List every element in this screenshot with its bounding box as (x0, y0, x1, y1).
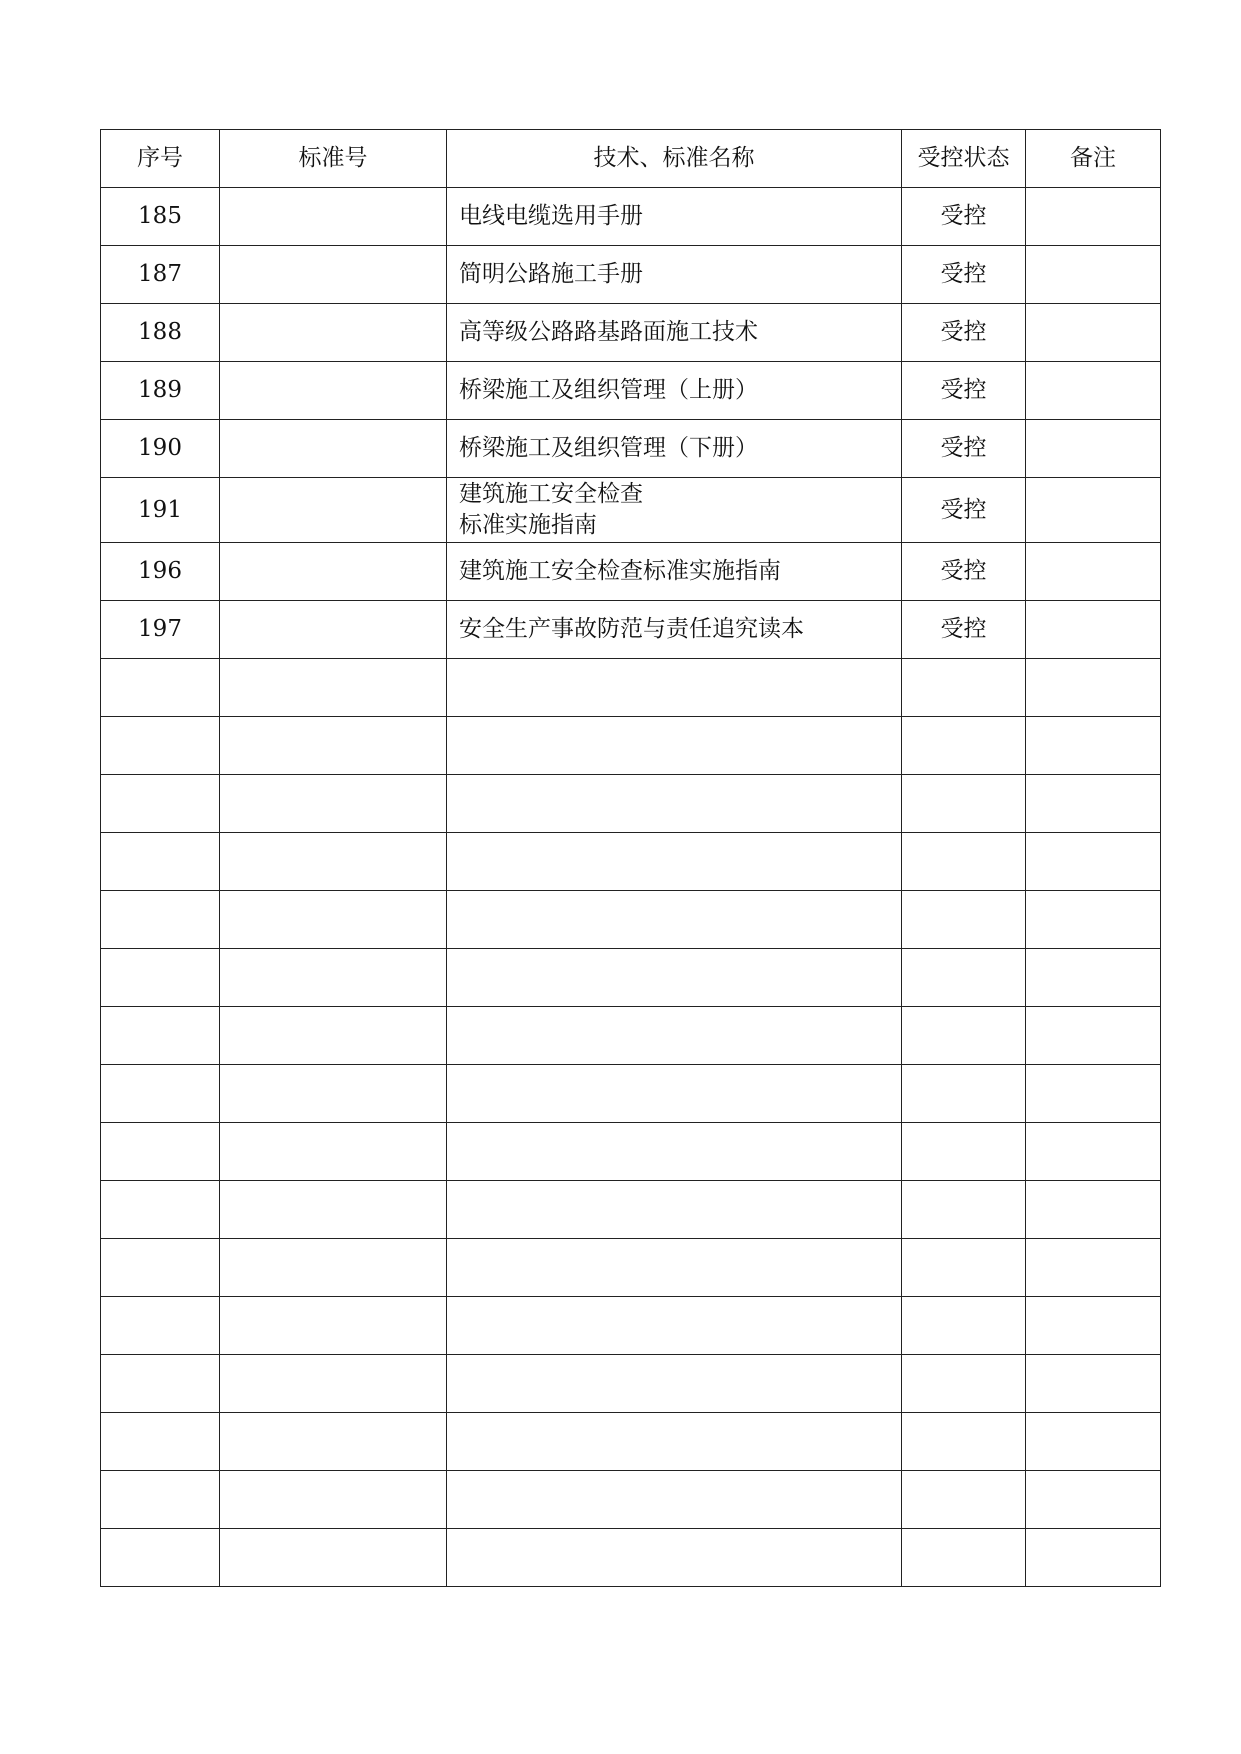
table-body (101, 188, 1161, 1587)
cell-remark (1026, 362, 1161, 420)
cell-remark (1026, 833, 1161, 891)
cell-standard-no (220, 1413, 447, 1471)
cell-standard-no (220, 833, 447, 891)
table-row (101, 478, 1161, 543)
cell-name (447, 543, 902, 601)
cell-seq: 190 (101, 420, 220, 478)
cell-seq: 189 (101, 362, 220, 420)
table-row (101, 1297, 1161, 1355)
cell-seq: 197 (101, 601, 220, 659)
cell-standard-no (220, 543, 447, 601)
cell-status (902, 1471, 1026, 1529)
cell-standard-no (220, 304, 447, 362)
cell-seq: 196 (101, 543, 220, 601)
table-row (101, 1239, 1161, 1297)
cell-remark (1026, 1413, 1161, 1471)
cell-remark (1026, 188, 1161, 246)
cell-name (447, 1529, 902, 1587)
header-row (101, 130, 1161, 188)
cell-seq (101, 775, 220, 833)
cell-seq (101, 1065, 220, 1123)
cell-remark (1026, 246, 1161, 304)
cell-name (447, 949, 902, 1007)
cell-standard-no (220, 362, 447, 420)
cell-status: 受控 (902, 420, 1026, 478)
header-name: 技术、标准名称 (447, 130, 902, 188)
cell-remark (1026, 1297, 1161, 1355)
cell-status (902, 1239, 1026, 1297)
table-row (101, 304, 1161, 362)
cell-standard-no (220, 717, 447, 775)
cell-seq (101, 1413, 220, 1471)
cell-remark (1026, 1239, 1161, 1297)
cell-standard-no (220, 891, 447, 949)
cell-status (902, 1529, 1026, 1587)
cell-name (447, 891, 902, 949)
cell-status (902, 833, 1026, 891)
cell-standard-no (220, 478, 447, 543)
cell-remark (1026, 1181, 1161, 1239)
cell-standard-no (220, 1355, 447, 1413)
cell-standard-no (220, 659, 447, 717)
cell-standard-no (220, 246, 447, 304)
cell-remark (1026, 543, 1161, 601)
cell-name (447, 1239, 902, 1297)
table-row (101, 543, 1161, 601)
table-row (101, 1355, 1161, 1413)
table-row (101, 949, 1161, 1007)
cell-name (447, 833, 902, 891)
cell-seq: 188 (101, 304, 220, 362)
cell-status: 受控 (902, 304, 1026, 362)
cell-name (447, 1413, 902, 1471)
table-row (101, 1181, 1161, 1239)
table-row (101, 1007, 1161, 1065)
cell-status (902, 1413, 1026, 1471)
cell-name (447, 1471, 902, 1529)
cell-seq: 191 (101, 478, 220, 543)
cell-standard-no (220, 601, 447, 659)
cell-name (447, 246, 902, 304)
table-row (101, 717, 1161, 775)
cell-seq (101, 659, 220, 717)
cell-remark (1026, 1123, 1161, 1181)
cell-remark (1026, 478, 1161, 543)
cell-seq (101, 949, 220, 1007)
cell-seq (101, 1297, 220, 1355)
table-row (101, 775, 1161, 833)
cell-remark (1026, 891, 1161, 949)
cell-name (447, 775, 902, 833)
cell-remark (1026, 1529, 1161, 1587)
cell-status (902, 775, 1026, 833)
header-standard-no: 标准号 (220, 130, 447, 188)
table-row (101, 1123, 1161, 1181)
cell-status (902, 717, 1026, 775)
header-seq: 序号 (101, 130, 220, 188)
cell-status (902, 1007, 1026, 1065)
cell-name (447, 188, 902, 246)
cell-standard-no (220, 949, 447, 1007)
table-row (101, 420, 1161, 478)
cell-name-line: 建筑施工安全检查标准实施指南 (459, 558, 781, 584)
cell-standard-no (220, 1471, 447, 1529)
cell-status (902, 1355, 1026, 1413)
cell-standard-no (220, 775, 447, 833)
cell-status: 受控 (902, 246, 1026, 304)
cell-seq (101, 717, 220, 775)
cell-standard-no (220, 1065, 447, 1123)
table-row (101, 659, 1161, 717)
cell-standard-no (220, 1123, 447, 1181)
table-row (101, 891, 1161, 949)
cell-name-line: 桥梁施工及组织管理（上册） (459, 377, 758, 403)
cell-status: 受控 (902, 543, 1026, 601)
cell-remark (1026, 1065, 1161, 1123)
table-row (101, 833, 1161, 891)
cell-remark (1026, 717, 1161, 775)
cell-name (447, 1181, 902, 1239)
cell-status: 受控 (902, 478, 1026, 543)
cell-status (902, 1297, 1026, 1355)
cell-status: 受控 (902, 188, 1026, 246)
cell-remark (1026, 949, 1161, 1007)
cell-standard-no (220, 1239, 447, 1297)
cell-name (447, 362, 902, 420)
cell-standard-no (220, 420, 447, 478)
cell-name (447, 1297, 902, 1355)
cell-remark (1026, 1007, 1161, 1065)
cell-seq (101, 833, 220, 891)
cell-status (902, 891, 1026, 949)
table-row (101, 188, 1161, 246)
table-row (101, 1529, 1161, 1587)
cell-seq (101, 1007, 220, 1065)
standards-table (100, 129, 1161, 1587)
cell-name-line: 桥梁施工及组织管理（下册） (459, 435, 758, 461)
cell-name (447, 1355, 902, 1413)
header-remark: 备注 (1026, 130, 1161, 188)
cell-name-line: 建筑施工安全检查 (459, 481, 643, 507)
cell-seq (101, 891, 220, 949)
cell-remark (1026, 420, 1161, 478)
cell-status (902, 1123, 1026, 1181)
cell-name (447, 717, 902, 775)
cell-remark (1026, 1471, 1161, 1529)
table-row (101, 362, 1161, 420)
cell-standard-no (220, 1007, 447, 1065)
cell-seq (101, 1239, 220, 1297)
cell-name-line: 简明公路施工手册 (459, 261, 643, 287)
cell-seq (101, 1123, 220, 1181)
header-status: 受控状态 (902, 130, 1026, 188)
table-row (101, 601, 1161, 659)
cell-name-line: 安全生产事故防范与责任追究读本 (459, 616, 804, 642)
cell-seq: 185 (101, 188, 220, 246)
cell-name (447, 601, 902, 659)
table-row (101, 1471, 1161, 1529)
cell-standard-no (220, 1181, 447, 1239)
cell-name (447, 304, 902, 362)
cell-seq (101, 1355, 220, 1413)
cell-name (447, 1007, 902, 1065)
cell-status: 受控 (902, 362, 1026, 420)
cell-name (447, 1065, 902, 1123)
cell-standard-no (220, 1297, 447, 1355)
cell-status: 受控 (902, 601, 1026, 659)
cell-status (902, 1181, 1026, 1239)
cell-remark (1026, 775, 1161, 833)
cell-name-line: 电线电缆选用手册 (459, 203, 643, 229)
cell-standard-no (220, 188, 447, 246)
cell-seq: 187 (101, 246, 220, 304)
cell-status (902, 1065, 1026, 1123)
cell-remark (1026, 659, 1161, 717)
cell-name (447, 420, 902, 478)
table-row (101, 1065, 1161, 1123)
cell-seq (101, 1471, 220, 1529)
cell-name (447, 659, 902, 717)
cell-status (902, 659, 1026, 717)
cell-name (447, 1123, 902, 1181)
table-row (101, 246, 1161, 304)
cell-name-line: 高等级公路路基路面施工技术 (459, 319, 758, 345)
cell-seq (101, 1529, 220, 1587)
cell-remark (1026, 304, 1161, 362)
table-row (101, 1413, 1161, 1471)
cell-status (902, 949, 1026, 1007)
cell-seq (101, 1181, 220, 1239)
cell-standard-no (220, 1529, 447, 1587)
cell-remark (1026, 601, 1161, 659)
cell-name-line: 标准实施指南 (459, 512, 597, 538)
cell-name (447, 478, 902, 543)
cell-remark (1026, 1355, 1161, 1413)
